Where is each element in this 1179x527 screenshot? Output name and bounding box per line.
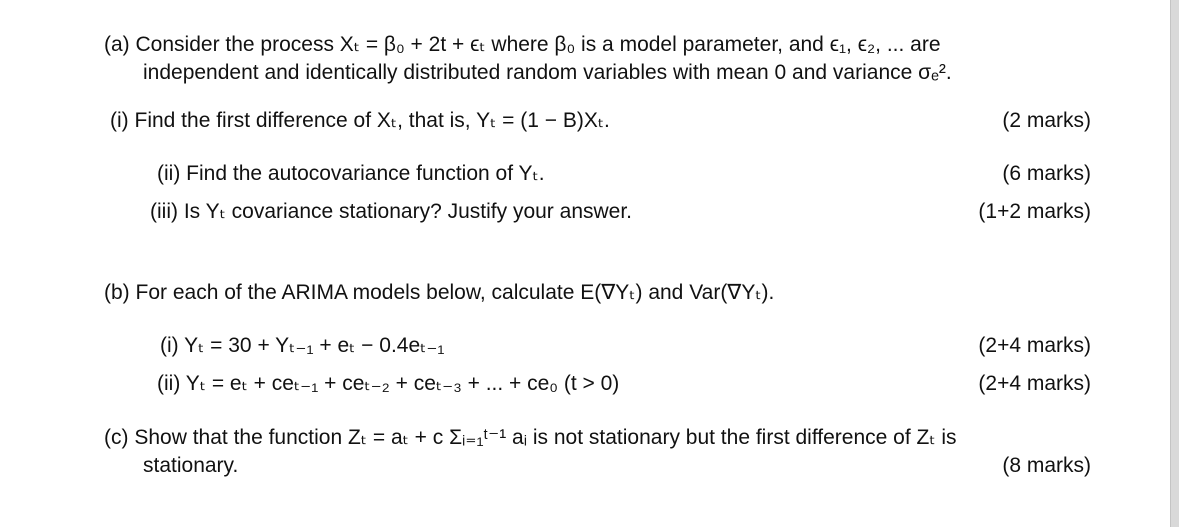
question-b-stem-text: For each of the ARIMA models below, calculate E(∇Yₜ) and Var(∇Yₜ). [135,281,775,304]
question-a-part-iii-label: (iii) [150,200,178,223]
question-b-part-i [160,333,445,359]
question-a-part-i-label: (i) [110,109,129,132]
question-b-part-ii-text: Yₜ = eₜ + ceₜ₋₁ + ceₜ₋₂ + ceₜ₋₃ + ... + ce₀ (t > 0) [185,372,620,395]
question-a-part-ii-marks: (6 marks) [1002,162,1091,185]
question-b-stem [104,280,774,306]
question-c-marks: (8 marks) [1002,454,1091,477]
question-b-part-ii-marks: (2+4 marks) [978,372,1091,395]
question-b-part-ii [157,371,619,397]
question-a-part-ii-label: (ii) [157,162,181,185]
question-a-stem-line2 [143,60,952,86]
question-a-part-ii [157,161,545,187]
question-a-part-iii-text: Is Yₜ covariance stationary? Justify your answer. [183,200,633,223]
question-a-part-iii [150,199,632,225]
question-a-stem-text-2: independent and identically distributed random variables with mean 0 and variance σₑ². [143,61,952,84]
question-c-stem-line2 [143,453,238,479]
question-a-stem-line1 [104,32,941,58]
question-c-stem-text-2: stationary. [143,454,239,477]
question-a-part-iii-marks: (1+2 marks) [978,200,1091,223]
question-b-label: (b) [104,281,130,304]
question-b-part-i-text: Yₜ = 30 + Yₜ₋₁ + eₜ − 0.4eₜ₋₁ [184,334,445,357]
question-b-part-i-marks: (2+4 marks) [978,334,1091,357]
question-c-stem-text-1: Show that the function Zₜ = aₜ + c Σᵢ₌₁ᵗ⁻¹ aᵢ is not stationary but the first difference of Zₜ is [134,426,957,449]
question-a-label: (a) [104,33,130,56]
question-b-part-i-label: (i) [160,334,179,357]
question-c-label: (c) [104,426,129,449]
page-edge-divider [1170,0,1179,527]
question-b-part-ii-label: (ii) [157,372,181,395]
question-a-part-i-text: Find the first difference of Xₜ, that is, Yₜ = (1 − B)Xₜ. [134,109,610,132]
question-a-part-i [110,108,610,134]
question-a-stem-text-1: Consider the process Xₜ = β₀ + 2t + ϵₜ where β₀ is a model parameter, and ϵ₁, ϵ₂, ... are [135,33,941,56]
question-a-part-ii-text: Find the autocovariance function of Yₜ. [186,162,545,185]
question-c-stem-line1 [104,425,957,451]
question-a-part-i-marks: (2 marks) [1002,109,1091,132]
